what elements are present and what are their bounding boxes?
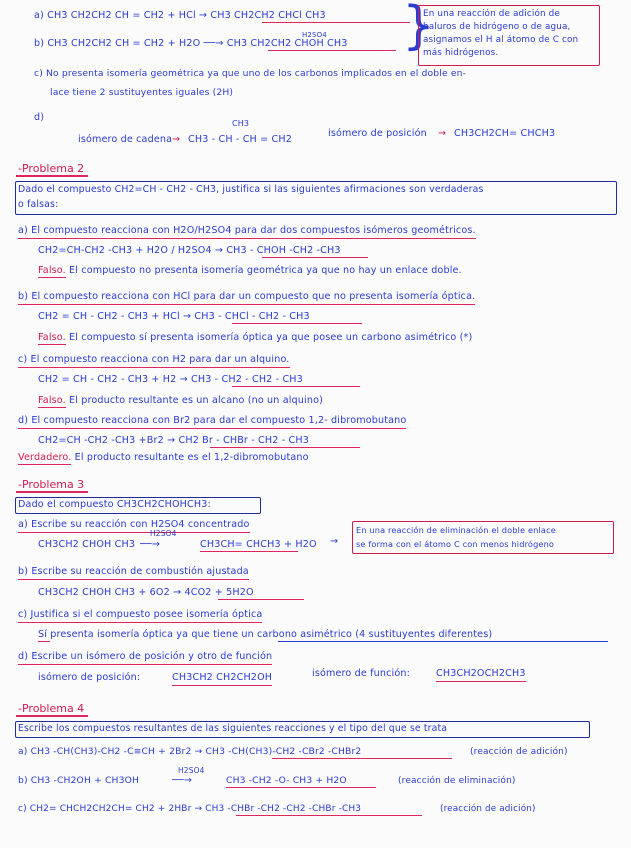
problema4-b-right: CH3 -CH2 -O- CH3 + H2O [226, 775, 347, 786]
problema4-c-equation: c) CH2= CHCH2CH2CH= CH2 + 2HBr → CH3 -CHBr -CH2 -CH2 -CHBr -CH3 [18, 804, 362, 814]
p1-d-chain-arrow: → [172, 134, 181, 145]
p1-a-equation: a) CH3 CH2CH2 CH = CH2 + HCl → CH3 CH2CH2 CHCl CH3 [34, 10, 326, 21]
problema4-a-product-underline [272, 758, 452, 759]
problema2-c-answer [38, 395, 323, 407]
problema2-d-answer-text: El producto resultante es el 1,2-dibromobutano [71, 452, 309, 463]
problema3-a-product-underline [200, 551, 298, 552]
problema4-title: -Problema 4 [16, 702, 88, 717]
p1-d-chain-formula: CH3 - CH - CH = CH2 [188, 134, 292, 145]
p1-curly-bracket: } [402, 0, 436, 56]
problema2-b-answer-text: El compuesto sí presenta isomería óptica ya que posee un carbono asimétrico (*) [65, 332, 473, 343]
problema3-a-right: CH3CH= CHCH3 + H2O [200, 539, 317, 550]
p1-note-line2: haluros de hidrógeno o de agua, [423, 22, 571, 32]
problema4-a-equation: a) CH3 -CH(CH3)-CH2 -C≡CH + 2Br2 → CH3 -CH(CH3)-CH2 -CBr2 -CHBr2 [18, 746, 362, 757]
problema2-d-answer-label: Verdadero. [18, 452, 72, 463]
problema3-a-note-arrow: → [330, 536, 339, 547]
problema2-d-product-underline [210, 447, 360, 448]
problema4-b-type: (reacción de eliminación) [398, 776, 516, 786]
problema2-b-answer [38, 332, 472, 344]
problema4-c-product-underline [236, 815, 422, 816]
problema4-b-arrow: ──→ [172, 775, 193, 786]
problema2-a-answer-label: Falso. [38, 265, 66, 276]
problema2-d-equation: CH2=CH -CH2 -CH3 +Br2 → CH2 Br - CHBr - CH2 - CH3 [38, 435, 309, 446]
problema2-c-answer-text: El producto resultante es un alcano (no un alquino) [65, 395, 323, 406]
p1-note-line1: En una reacción de adición de [423, 9, 560, 19]
p1-note-line3: asignamos el H al átomo de C con [423, 35, 579, 45]
problema3-a-left: CH3CH2 CHOH CH3 [38, 539, 136, 550]
problema2-b-product-underline [232, 323, 362, 324]
problema4-statement: Escribe los compuestos resultantes de las siguientes reacciones y el tipo del que se trata [18, 723, 448, 734]
problema3-b-equation: CH3CH2 CHOH CH3 + 6O2 → 4CO2 + 5H2O [38, 587, 254, 598]
p1-d-pos-arrow: → [438, 128, 447, 139]
p1-d-label: d) [34, 112, 45, 123]
problema3-title: -Problema 3 [16, 478, 88, 493]
problema4-b-left: b) CH3 -CH2OH + CH3OH [18, 775, 140, 786]
problema2-statement-line2: o falsas: [18, 199, 59, 210]
p1-b-catalyst: H2SO4 [302, 31, 327, 39]
problema2-b-question: b) El compuesto reacciona con HCl para dar un compuesto que no presenta isomería óptica. [18, 291, 475, 305]
problema3-a-question: a) Escribe su reacción con H2SO4 concentrado [18, 519, 250, 533]
p1-c-line1: c) No presenta isomería geométrica ya que uno de los carbonos implicados en el doble en- [34, 68, 467, 79]
problema3-a-arrow: ──→ [140, 539, 161, 550]
p1-b-equation: b) CH3 CH2CH2 CH = CH2 + H2O ──→ CH3 CH2CH2 CHOH CH3 [34, 38, 348, 49]
problema3-c-answer: Sí presenta isomería óptica ya que tiene un carbono asimétrico (4 sustituyentes diferentes) [38, 629, 493, 640]
problema4-a-type: (reacción de adición) [470, 747, 568, 757]
problema3-b-product-underline [218, 599, 304, 600]
problema2-title: -Problema 2 [16, 162, 88, 177]
problema2-c-question: c) El compuesto reacciona con H2 para dar un alquino. [18, 354, 290, 368]
p1-d-pos-formula: CH3CH2CH= CHCH3 [454, 128, 556, 139]
problema3-a-catalyst: H2SO4 [150, 529, 177, 538]
problema2-a-product-underline [262, 257, 368, 258]
problema2-b-equation: CH2 = CH - CH2 - CH3 + HCl → CH3 - CHCl - CH2 - CH3 [38, 311, 310, 322]
problema3-c-reason-underline [278, 641, 608, 642]
p1-b-product-underline [268, 50, 396, 51]
p1-d-methyl: CH3 [232, 119, 250, 128]
problema3-c-si-underline [38, 641, 50, 642]
problema2-a-answer [38, 265, 462, 277]
problema2-a-equation: CH2=CH-CH2 -CH3 + H2O / H2SO4 → CH3 - CHOH -CH2 -CH3 [38, 245, 341, 256]
problema3-a-note-line2: se forma con el átomo C con menos hidrógeno [356, 539, 555, 549]
problema4-c-type: (reacción de adición) [440, 804, 536, 814]
problema2-d-answer [18, 452, 309, 464]
problema2-a-answer-text: El compuesto no presenta isomería geométrica ya que no hay un enlace doble. [65, 265, 462, 276]
problema2-statement-line1: Dado el compuesto CH2=CH - CH2 - CH3, justifica si las siguientes afirmaciones son verdaderas [18, 184, 484, 195]
p1-a-product-underline [262, 22, 410, 23]
problema3-d-pos-formula: CH3CH2 CH2CH2OH [172, 672, 272, 686]
problema2-c-answer-label: Falso. [38, 395, 66, 406]
p1-note-line4: más hidrógenos. [423, 48, 499, 58]
problema2-c-equation: CH2 = CH - CH2 - CH3 + H2 → CH3 - CH2 - CH2 - CH3 [38, 374, 303, 385]
problema2-b-answer-label: Falso. [38, 332, 66, 343]
problema3-d-fun-label: isómero de función: [312, 668, 410, 679]
problema4-b-catalyst: H2SO4 [178, 766, 205, 775]
problema3-b-question: b) Escribe su reacción de combustión ajustada [18, 566, 249, 580]
problema2-d-question: d) El compuesto reacciona con Br2 para dar el compuesto 1,2- dibromobutano [18, 415, 406, 429]
p1-d-pos-label: isómero de posición [328, 128, 427, 139]
problema3-d-question: d) Escribe un isómero de posición y otro de función [18, 651, 272, 665]
problema3-c-question: c) Justifica si el compuesto posee isomería óptica [18, 609, 262, 623]
p1-c-line2: lace tiene 2 sustituyentes iguales (2H) [50, 87, 234, 98]
problema3-d-fun-formula: CH3CH2OCH2CH3 [436, 668, 526, 682]
problema2-a-question: a) El compuesto reacciona con H2O/H2SO4 para dar dos compuestos isómeros geométricos. [18, 225, 476, 239]
problema4-b-product-underline [226, 787, 376, 788]
problema2-c-product-underline [232, 386, 360, 387]
problema3-a-note-line1: En una reacción de eliminación el doble enlace [356, 525, 556, 535]
problema3-d-pos-label: isómero de posición: [38, 672, 141, 683]
problema3-statement: Dado el compuesto CH3CH2CHOHCH3: [18, 499, 211, 510]
p1-d-chain-label: isómero de cadena [78, 134, 173, 145]
